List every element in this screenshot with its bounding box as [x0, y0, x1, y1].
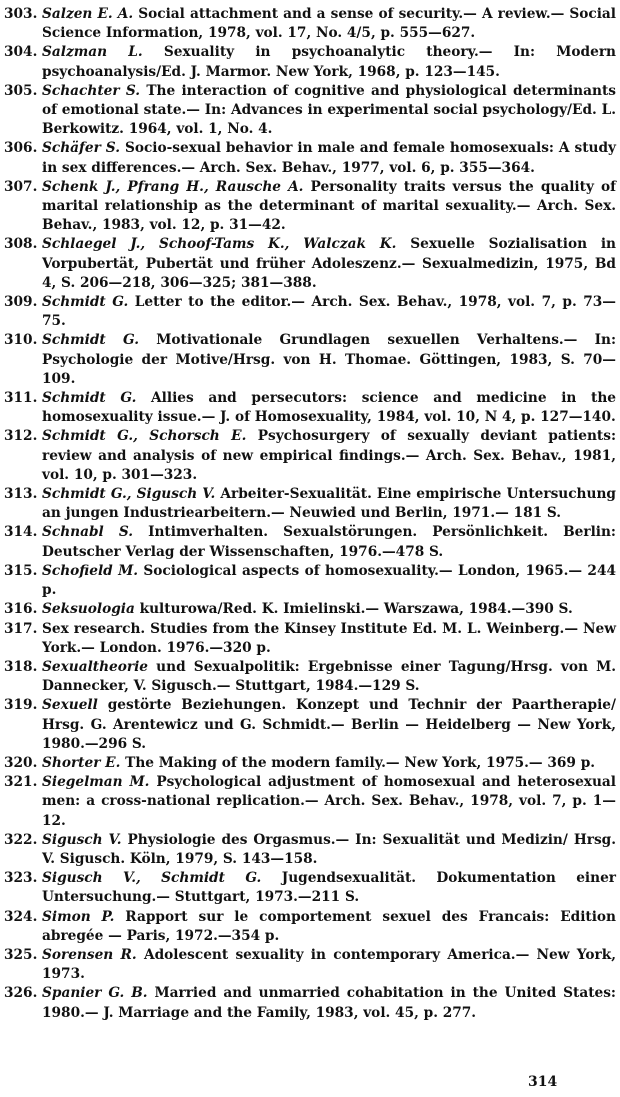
reference-details: Married and unmarried cohabitation in the United States: 1980.— J. Marriage and the Family, 1983, vol. 45, p. 277.: [42, 985, 616, 1021]
reference-details: Social attachment and a sense of security.— A review.— Social Science Information, 1978, vol. 17, No. 4/5, p. 555—627.: [42, 6, 616, 42]
reference-entry: [4, 523, 616, 561]
reference-text: [42, 946, 616, 984]
reference-author: Schäfer S.: [42, 140, 120, 157]
reference-details: Intimverhalten. Sexualstörungen. Persönlichkeit. Berlin: Deutscher Verlag der Wissenschaften, 1976.—478 S.: [42, 524, 616, 560]
reference-entry: [4, 331, 616, 389]
reference-entry: [4, 831, 616, 869]
reference-details: Sexuelle Sozialisation in Vorpubertät, Pubertät und früher Adoleszenz.— Sexualmedizin, 1975, Bd 4, S. 206—218, 306—325; 381—388.: [42, 236, 616, 291]
reference-text: [42, 869, 616, 907]
reference-details: Rapport sur le comportement sexuel des Francais: Edition abregée — Paris, 1972.—354 p.: [42, 908, 616, 944]
reference-number: 311.: [4, 390, 38, 407]
reference-author: Seksuologia: [42, 601, 135, 618]
reference-number: 318.: [4, 658, 38, 675]
reference-number: 320.: [4, 754, 38, 771]
reference-text: [42, 43, 616, 81]
reference-details: The Making of the modern family.— New York, 1975.— 369 p.: [120, 754, 596, 771]
reference-text: [42, 831, 616, 869]
reference-entry: [4, 139, 616, 177]
reference-text: [42, 293, 616, 331]
reference-text: [42, 620, 616, 658]
reference-author: Simon P.: [42, 908, 115, 925]
reference-entry: [4, 946, 616, 984]
reference-entry: [4, 696, 616, 754]
reference-number: 309.: [4, 294, 38, 311]
reference-author: Sigusch V., Schmidt G.: [42, 870, 262, 887]
reference-author: Sexualtheorie: [42, 658, 149, 675]
reference-number: 308.: [4, 236, 38, 253]
page-number: 314: [528, 1074, 558, 1090]
reference-text: [42, 696, 616, 754]
reference-number: 325.: [4, 946, 38, 963]
reference-text: [42, 235, 616, 293]
reference-text: [42, 523, 616, 561]
reference-details: Jugendsexualität. Dokumentation einer Untersuchung.— Stuttgart, 1973.—211 S.: [42, 870, 616, 906]
reference-author: Salzen E. A.: [42, 6, 134, 22]
reference-details: Sex research. Studies from the Kinsey Institute Ed. M. L. Weinberg.— New York.— London. 1976.—320 p.: [42, 620, 616, 656]
reference-text: [42, 139, 616, 177]
reference-number: 321.: [4, 774, 38, 791]
reference-details: gestörte Beziehungen. Konzept und Technir der Paartherapie/ Hrsg. G. Arentewicz und G. Schmidt.— Berlin — Heidelberg — New York, 1980.—296 S.: [42, 697, 616, 752]
reference-entry: [4, 178, 616, 236]
reference-number: 319.: [4, 697, 38, 714]
reference-number: 304.: [4, 44, 38, 61]
reference-author: Sexuell: [42, 697, 98, 714]
reference-text: [42, 773, 616, 831]
reference-entry: [4, 620, 616, 658]
reference-details: Letter to the editor.— Arch. Sex. Behav., 1978, vol. 7, p. 73—75.: [42, 294, 616, 330]
reference-author: Schmidt G.: [42, 294, 129, 311]
reference-details: Allies and persecutors: science and medicine in the homosexuality issue.— J. of Homosexuality, 1984, vol. 10, N 4, p. 127—140.: [42, 390, 616, 426]
reference-text: [42, 600, 616, 619]
reference-details: Motivationale Grundlagen sexuellen Verhaltens.— In: Psychologie der Motive/Hrsg. von H. Thomae. Göttingen, 1983, S. 70—109.: [42, 332, 616, 387]
reference-text: [42, 485, 616, 523]
reference-entry: [4, 908, 616, 946]
reference-author: Schachter S.: [42, 82, 141, 99]
reference-number: 315.: [4, 562, 38, 579]
reference-text: [42, 562, 616, 600]
reference-text: [42, 984, 616, 1022]
reference-entry: [4, 82, 616, 140]
reference-details: Adolescent sexuality in contemporary America.— New York, 1973.: [42, 946, 616, 983]
reference-details: Sociological aspects of homosexuality.— London, 1965.— 244 p.: [42, 562, 616, 599]
reference-text: [42, 5, 616, 43]
reference-entry: [4, 869, 616, 907]
reference-text: [42, 908, 616, 946]
reference-details: kulturowa/Red. K. Imielinski.— Warszawa, 1984.—390 S.: [134, 601, 573, 618]
reference-entry: [4, 235, 616, 293]
reference-entry: [4, 658, 616, 696]
reference-details: und Sexualpolitik: Ergebnisse einer Tagung/Hrsg. von M. Dannecker, V. Sigusch.— Stuttgart, 1984.—129 S.: [42, 658, 616, 695]
reference-entry: [4, 5, 616, 43]
reference-details: Personality traits versus the quality of marital relationship as the determinant of marital sexuality.— Arch. Sex. Behav., 1983, vol. 12, p. 31—42.: [42, 178, 616, 234]
reference-entry: [4, 43, 616, 81]
reference-number: 310.: [4, 332, 38, 349]
reference-text: [42, 389, 616, 427]
reference-text: [42, 331, 616, 389]
reference-author: Sorensen R.: [42, 946, 137, 963]
reference-author: Salzman L.: [42, 44, 143, 61]
reference-details: Physiologie des Orgasmus.— In: Sexualität und Medizin/ Hrsg. V. Sigusch. Köln, 1979, S. 143—158.: [42, 831, 617, 867]
reference-entry: [4, 984, 616, 1022]
reference-number: 313.: [4, 486, 38, 503]
reference-entry: [4, 600, 616, 619]
reference-entry: [4, 562, 616, 600]
reference-number: 316.: [4, 601, 38, 618]
reference-author: Spanier G. B.: [42, 985, 148, 1002]
reference-number: 326.: [4, 985, 38, 1002]
reference-text: [42, 427, 616, 485]
reference-number: 312.: [4, 428, 38, 445]
reference-author: Sigusch V.: [42, 831, 122, 848]
reference-author: Schmidt G., Sigusch V.: [42, 486, 216, 503]
reference-entry: [4, 427, 616, 485]
reference-number: 324.: [4, 908, 38, 925]
reference-text: [42, 178, 616, 236]
reference-author: Schmidt G.: [42, 332, 139, 349]
reference-number: 314.: [4, 524, 38, 541]
reference-author: Shorter E.: [42, 754, 121, 771]
reference-details: Socio-sexual behavior in male and female homosexuals: A study in sex differences.— Arch. Sex. Behav., 1977, vol. 6, p. 355—364.: [42, 140, 617, 176]
reference-entry: [4, 389, 616, 427]
reference-author: Schlaegel J., Schoof-Tams K., Walczak K.: [42, 236, 397, 253]
reference-text: [42, 754, 616, 773]
reference-details: Psychosurgery of sexually deviant patients: review and analysis of new empirical findings.— Arch. Sex. Behav., 1981, vol. 10, p. 301—323.: [42, 428, 616, 483]
reference-entry: [4, 773, 616, 831]
reference-entry: [4, 293, 616, 331]
reference-author: Schnabl S.: [42, 524, 133, 541]
reference-details: Arbeiter-Sexualität. Eine empirische Untersuchung an jungen Industriearbeitern.— Neuwied und Berlin, 1971.— 181 S.: [42, 486, 616, 522]
reference-text: [42, 658, 616, 696]
reference-list: [4, 5, 616, 1023]
reference-number: 323.: [4, 870, 38, 887]
reference-number: 306.: [4, 140, 38, 157]
reference-number: 305.: [4, 82, 38, 99]
reference-details: Psychological adjustment of homosexual and heterosexual men: a cross-national replication.— Arch. Sex. Behav., 1978, vol. 7, p. 1—12.: [42, 774, 616, 829]
reference-number: 322.: [4, 831, 38, 848]
reference-number: 303.: [4, 6, 38, 22]
reference-author: Schmidt G., Schorsch E.: [42, 428, 247, 445]
reference-number: 307.: [4, 178, 38, 195]
reference-text: [42, 82, 616, 140]
reference-author: Siegelman M.: [42, 774, 150, 791]
reference-details: The interaction of cognitive and physiological determinants of emotional state.— In: Advances in experimental social psychology/Ed. L. Berkowitz. 1964, vol. 1, No. 4.: [42, 82, 616, 138]
reference-details: Sexuality in psychoanalytic theory.— In: Modern psychoanalysis/Ed. J. Marmor. New York, 1968, p. 123—145.: [42, 44, 616, 80]
reference-author: Schenk J., Pfrang H., Rausche A.: [42, 178, 304, 195]
reference-author: Schofield M.: [42, 562, 139, 579]
reference-entry: [4, 754, 616, 773]
reference-entry: [4, 485, 616, 523]
reference-author: Schmidt G.: [42, 390, 137, 407]
reference-number: 317.: [4, 620, 38, 637]
